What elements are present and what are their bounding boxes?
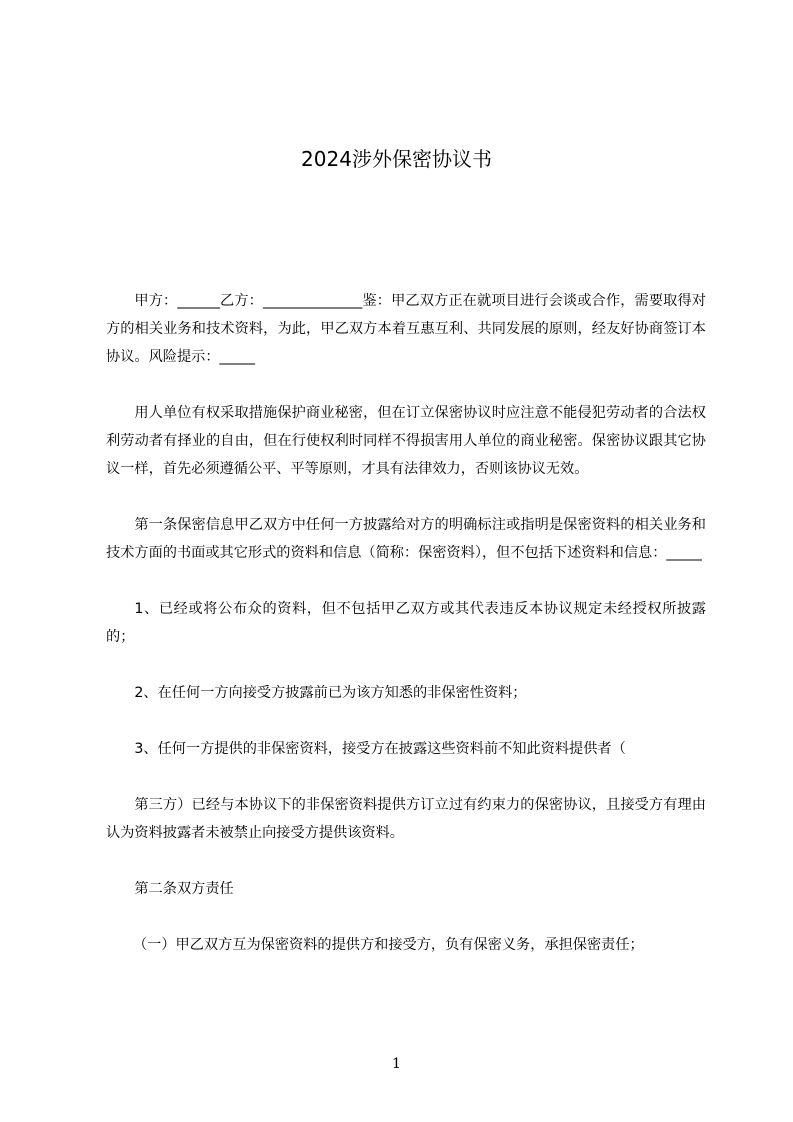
paragraph-third-party: 第三方）已经与本协议下的非保密资料提供方订立过有约束力的保密协议，且接受方有理由认为资料披露者未被禁止向接受方提供该资料。 [106,797,706,841]
paragraph-item-1: 1、已经或将公布众的资料，但不包括甲乙双方或其代表违反本协议规定未经授权所披露的； [106,601,706,645]
paragraph-risk-note: 用人单位有权采取措施保护商业秘密，但在订立保密协议时应注意不能侵犯劳动者的合法权利劳动者有择业的自由，但在行使权利时同样不得损害用人单位的商业秘密。保密协议跟其它协议一样，首先必须遵循公平、平等原则，才具有法律效力，否则该协议无效。 [106,405,706,477]
paragraph-item-2: 2、在任何一方向接受方披露前已为该方知悉的非保密性资料； [134,685,527,701]
document-title: 2024涉外保密协议书 [301,147,492,171]
paragraph-item-3: 3、任何一方提供的非保密资料，接受方在披露这些资料前不知此资料提供者（ [134,741,626,757]
paragraph-preamble: 甲方：______乙方：______________鉴：甲乙双方正在就项目进行会谈或合作，需要取得对方的相关业务和技术资料，为此，甲乙双方本着互惠互利、共同发展的原则，经友好协商签订本协议。风险提示：_____ [106,293,706,365]
paragraph-article-2-clause-1: （一）甲乙双方互为保密资料的提供方和接受方，负有保密义务，承担保密责任； [132,937,644,953]
paragraph-article-2-heading: 第二条双方责任 [134,881,234,897]
paragraph-article-1: 第一条保密信息甲乙双方中任何一方披露给对方的明确标注或指明是保密资料的相关业务和技术方面的书面或其它形式的资料和信息（简称：保密资料），但不包括下述资料和信息：_____ [106,517,706,561]
page-number: 1 [392,1056,401,1072]
document-body [106,287,706,959]
